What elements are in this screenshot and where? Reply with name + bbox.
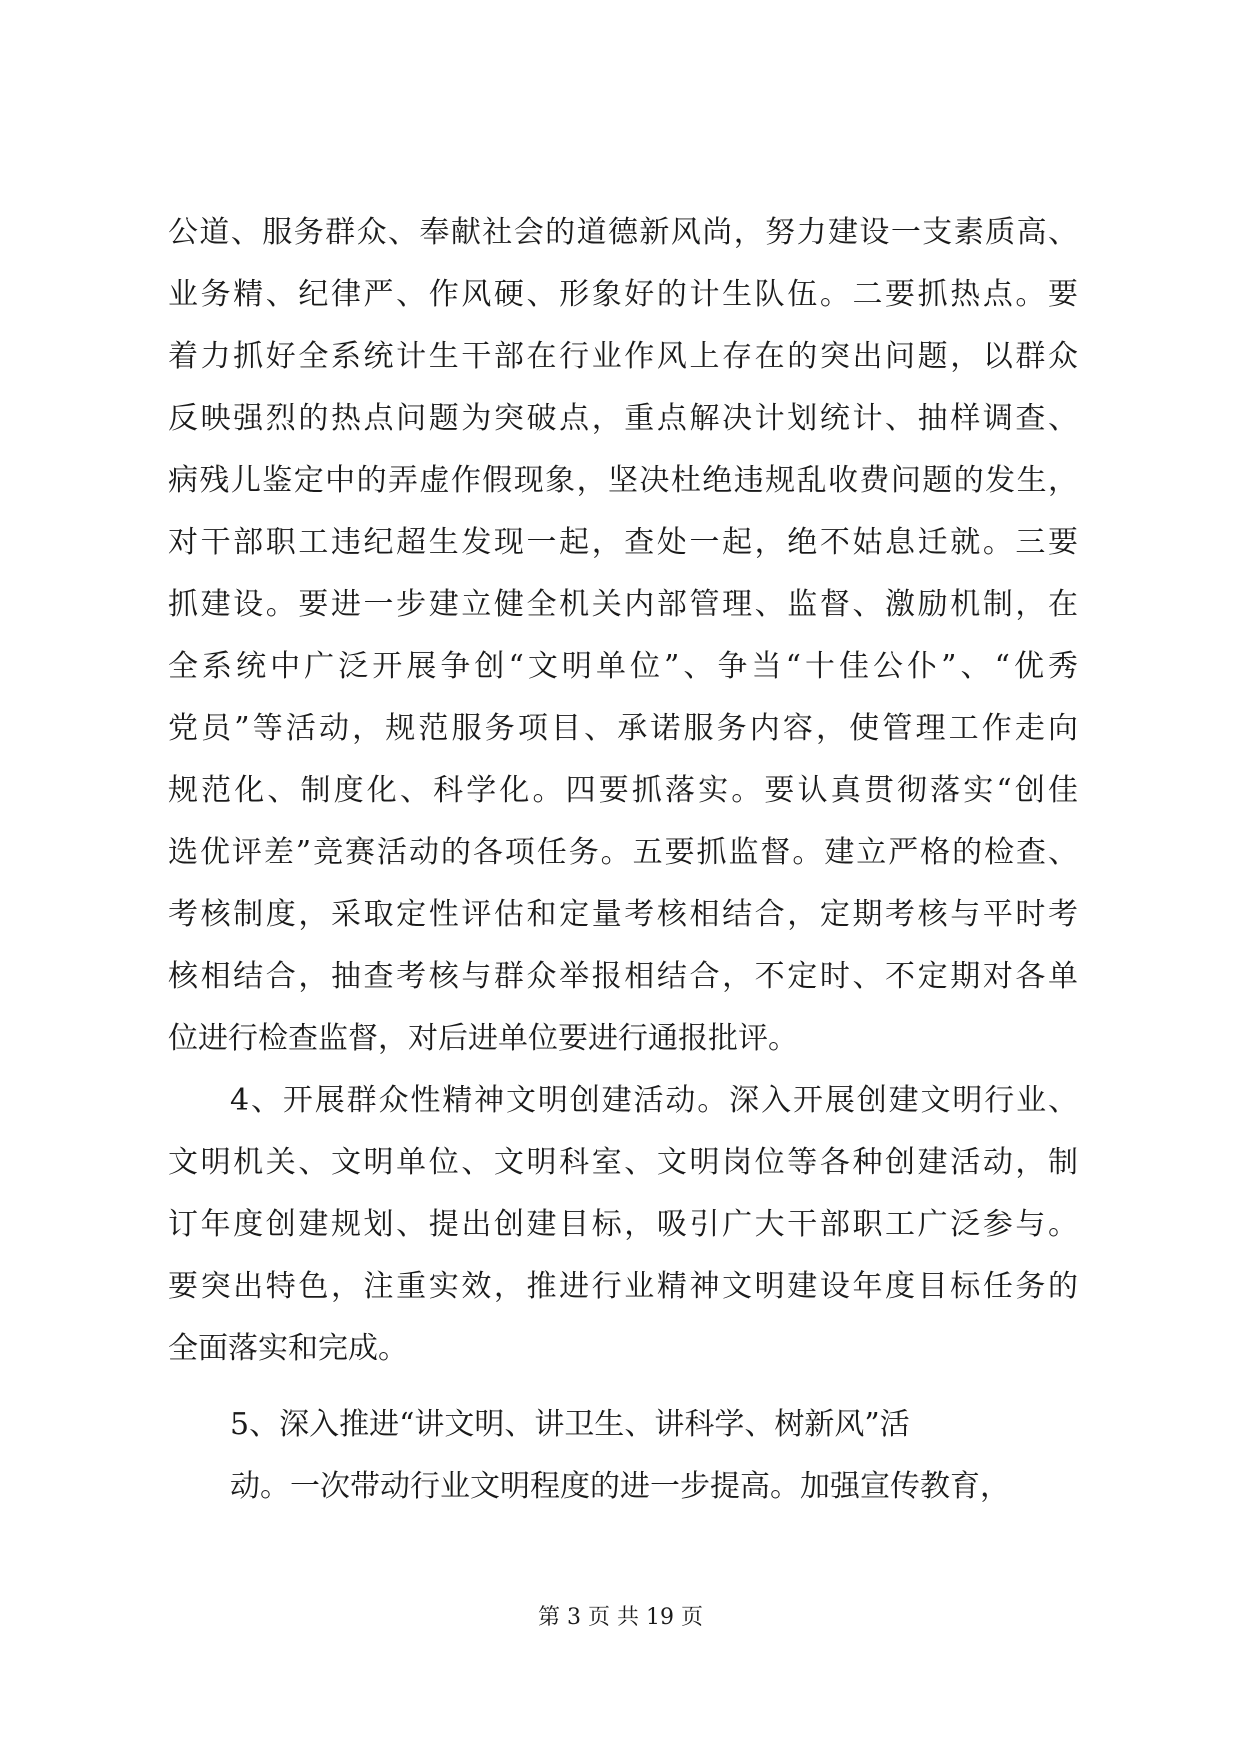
- text-line-12: 考核制度，采取定性评估和定量考核相结合，定期考核与平时考: [168, 897, 1078, 932]
- text-line-3: 着力抓好全系统计生干部在行业作风上存在的突出问题，以群众: [168, 339, 1078, 374]
- paragraph-5-heading: 5、深入推进“讲文明、讲卫生、讲科学、树新风”活: [230, 1407, 910, 1442]
- text-line-6: 对干部职工违纪超生发现一起，查处一起，绝不姑息迁就。三要: [168, 525, 1078, 560]
- text-line-1: 公道、服务群众、奉献社会的道德新风尚，努力建设一支素质高、: [168, 215, 1078, 250]
- paragraph-4-line-5: 全面落实和完成。: [168, 1331, 408, 1366]
- text-line-4: 反映强烈的热点问题为突破点，重点解决计划统计、抽样调查、: [168, 401, 1078, 436]
- document-body: [168, 202, 1078, 1518]
- page-number-footer: 第 3 页 共 19 页: [538, 1605, 703, 1630]
- paragraph-5-line-2: 动。一次带动行业文明程度的进一步提高。加强宣传教育，: [230, 1469, 1010, 1504]
- text-line-5: 病残儿鉴定中的弄虚作假现象，坚决杜绝违规乱收费问题的发生，: [168, 463, 1078, 498]
- text-line-14: 位进行检查监督，对后进单位要进行通报批评。: [168, 1021, 798, 1056]
- text-line-9: 党员”等活动，规范服务项目、承诺服务内容，使管理工作走向: [168, 711, 1078, 746]
- paragraph-4-line-2: 文明机关、文明单位、文明科室、文明岗位等各种创建活动，制: [168, 1145, 1078, 1180]
- text-line-7: 抓建设。要进一步建立健全机关内部管理、监督、激励机制，在: [168, 587, 1078, 622]
- paragraph-4-line-3: 订年度创建规划、提出创建目标，吸引广大干部职工广泛参与。: [168, 1207, 1078, 1242]
- text-line-11: 选优评差”竞赛活动的各项任务。五要抓监督。建立严格的检查、: [168, 835, 1078, 870]
- paragraph-4-line-4: 要突出特色，注重实效，推进行业精神文明建设年度目标任务的: [168, 1269, 1078, 1304]
- text-line-2: 业务精、纪律严、作风硬、形象好的计生队伍。二要抓热点。要: [168, 277, 1078, 312]
- paragraph-4-line-1: 4、开展群众性精神文明创建活动。深入开展创建文明行业、: [230, 1083, 1078, 1118]
- text-line-13: 核相结合，抽查考核与群众举报相结合，不定时、不定期对各单: [168, 959, 1078, 994]
- text-line-10: 规范化、制度化、科学化。四要抓落实。要认真贯彻落实“创佳: [168, 773, 1078, 808]
- text-line-8: 全系统中广泛开展争创“文明单位”、争当“十佳公仆”、“优秀: [168, 649, 1078, 684]
